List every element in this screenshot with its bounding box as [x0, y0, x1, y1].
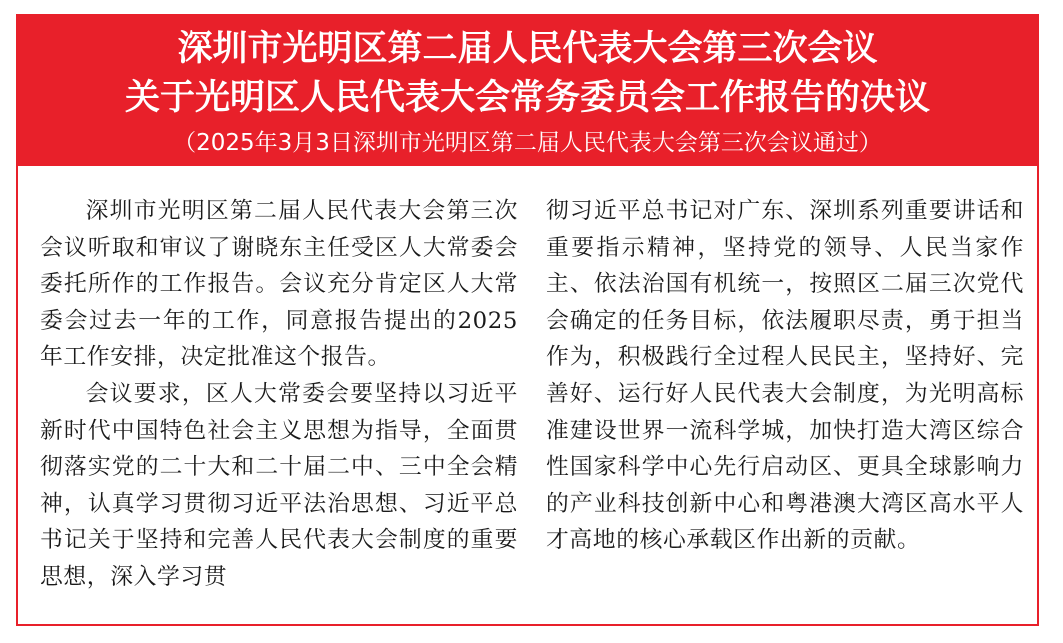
article-paragraph-1: 深圳市光明区第二届人民代表大会第三次会议听取和审议了谢晓东主任受区人大常委会委托所作的工作报告。会议充分肯定区人大常委会过去一年的工作，同意报告提出的2025年工作安排，决定批准这个报告。: [40, 198, 518, 371]
resolution-title-line-2: 关于光明区人民代表大会常务委员会工作报告的决议: [124, 78, 930, 118]
article-paragraph-2-part-2: 彻习近平总书记对广东、深圳系列重要讲话和重要指示精神，坚持党的领导、人民当家作主、依法治国有机统一，按照区二届三次党代会确定的任务目标，依法履职尽责，勇于担当作为，积极践行全过程人民民主，坚持好、完善好、运行好人民代表大会制度，为光明高标准建设世界一流科学城，加快打造大湾区综合性国家科学中心先行启动区、更具全球影响力的产业科技创新中心和粤港澳大湾区高水平人才高地的核心承载区作出新的贡献。: [546, 198, 1024, 554]
article-paragraph-2-part-1: 会议要求，区人大常委会要坚持以习近平新时代中国特色社会主义思想为指导，全面贯彻落实党的二十大和二十届二中、三中全会精神，认真学习贯彻习近平法治思想、习近平总书记关于坚持和完善人民代表大会制度的重要思想，深入学习贯: [40, 380, 518, 590]
resolution-subtitle: （2025年3月3日深圳市光明区第二届人民代表大会第三次会议通过）: [173, 130, 882, 156]
article-column-left: [40, 193, 518, 596]
article-column-right: [546, 193, 1024, 559]
resolution-title-line-1: 深圳市光明区第二届人民代表大会第三次会议: [177, 29, 878, 69]
resolution-header: [16, 14, 1039, 166]
